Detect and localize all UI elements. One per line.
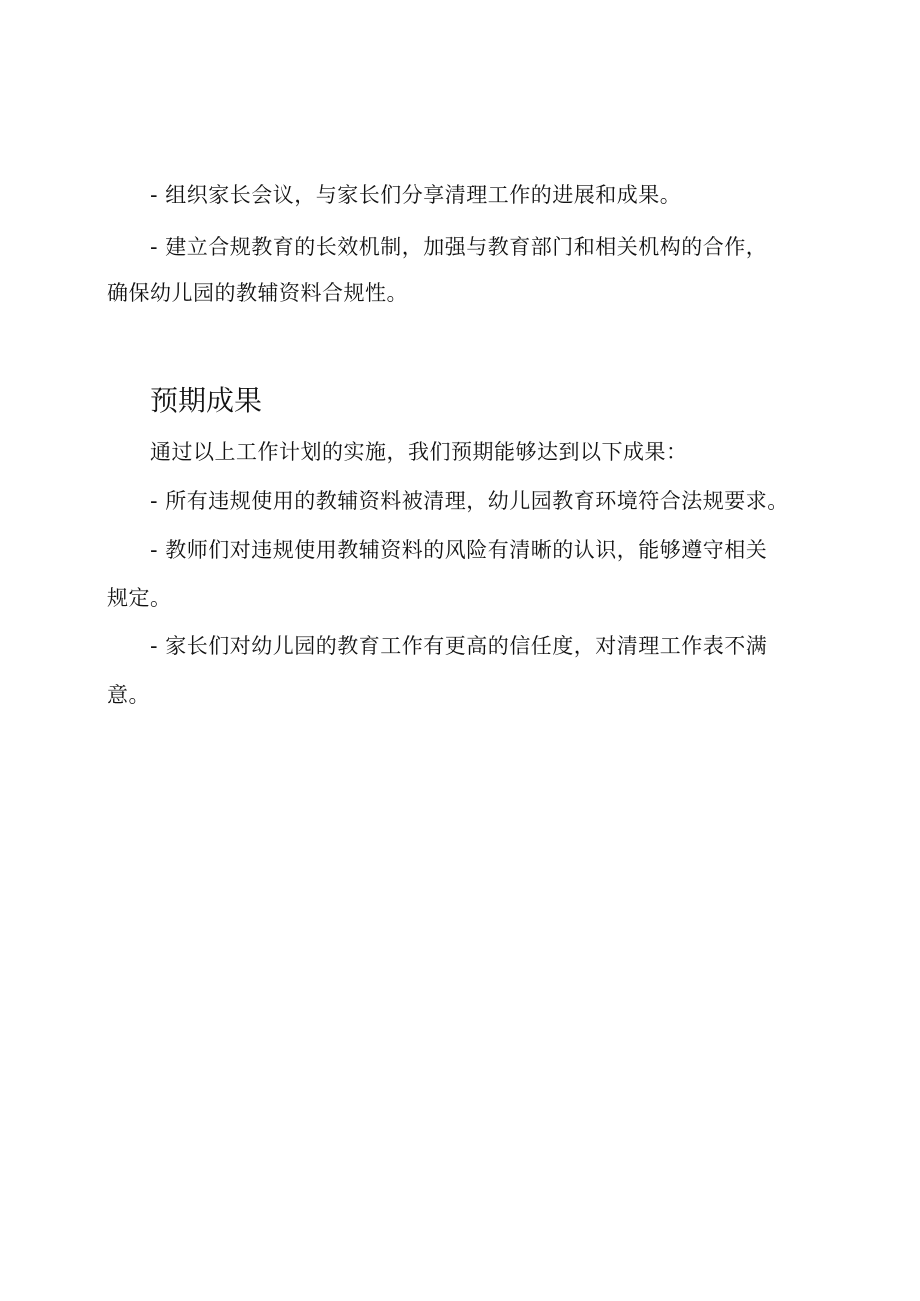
paragraph-line: - 建立合规教育的长效机制，加强与教育部门和相关机构的合作，: [150, 235, 768, 259]
paragraph-line: - 组织家长会议，与家长们分享清理工作的进展和成果。: [150, 183, 682, 207]
paragraph-line: 确保幼儿园的教辅资料合规性。: [107, 281, 408, 305]
paragraph-line: 意。: [107, 683, 150, 707]
section-heading: 预期成果: [150, 384, 263, 417]
paragraph-line: - 所有违规使用的教辅资料被清理，幼儿园教育环境符合法规要求。: [150, 489, 789, 513]
paragraph-line: - 家长们对幼儿园的教育工作有更高的信任度，对清理工作表不满: [150, 634, 768, 658]
paragraph-line: 通过以上工作计划的实施，我们预期能够达到以下成果：: [150, 440, 688, 464]
paragraph-line: 规定。: [107, 586, 172, 610]
paragraph-line: - 教师们对违规使用教辅资料的风险有清晰的认识，能够遵守相关: [150, 538, 768, 562]
